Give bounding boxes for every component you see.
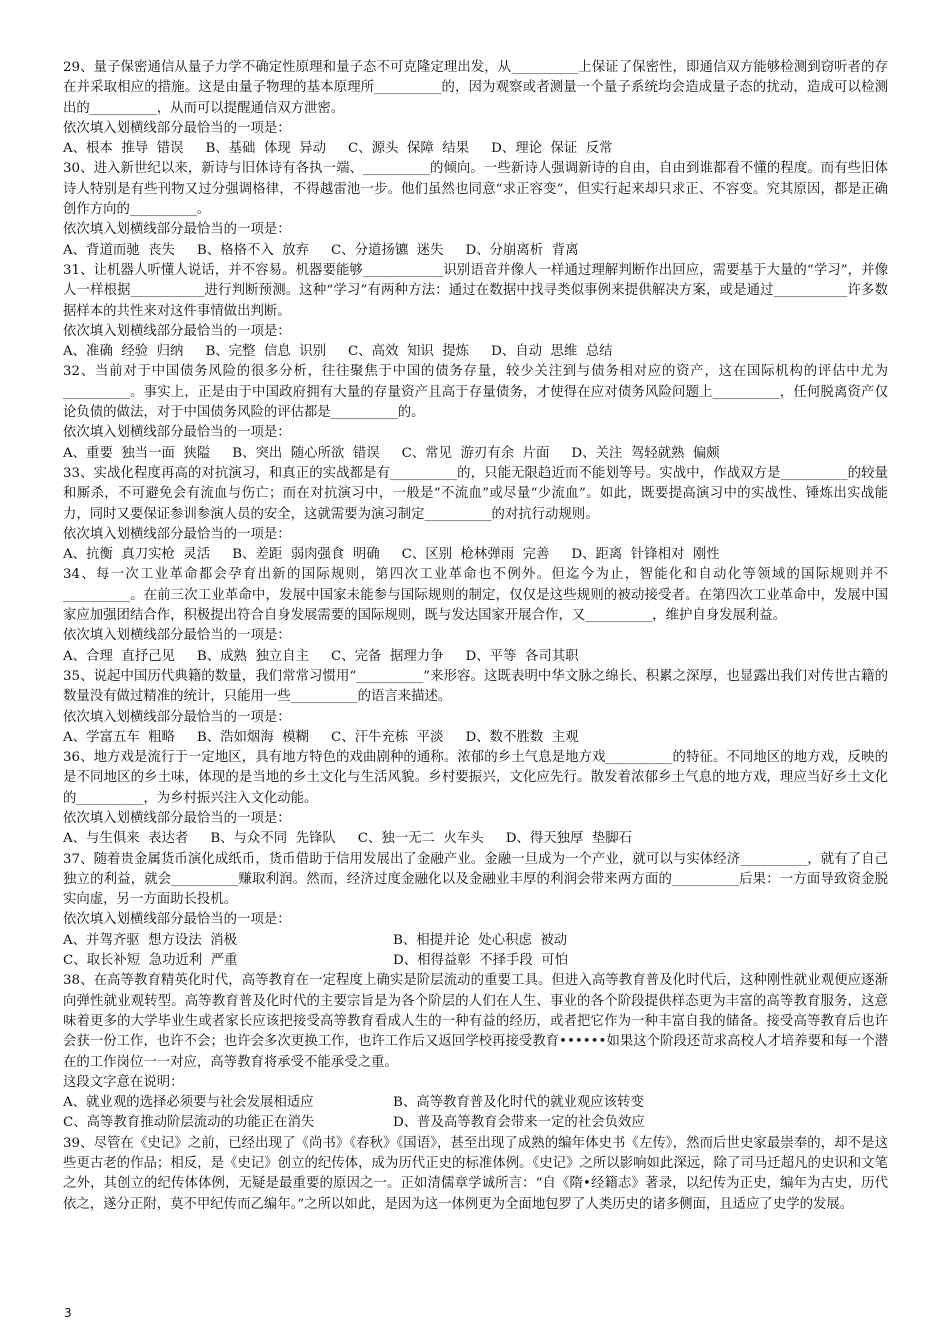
- answer-options: [63, 647, 888, 667]
- question-prompt: 依次填入划横线部分最恰当的一项是：: [63, 810, 291, 826]
- answer-option: D、数不胜数 主观: [465, 729, 579, 745]
- answer-option: D、自动 思维 总结: [491, 344, 613, 360]
- answer-options: [63, 444, 888, 464]
- answer-option: A、根本 推导 错误: [63, 141, 184, 157]
- question-block: [63, 667, 888, 748]
- answer-option: B、格格不入 放弃: [196, 242, 310, 258]
- question-prompt: 依次填入划横线部分最恰当的一项是：: [63, 526, 291, 542]
- question-block: [63, 362, 888, 463]
- answer-option: B、高等教育普及化时代的就业观应该转变: [393, 1095, 644, 1111]
- question-prompt: 依次填入划横线部分最恰当的一项是：: [63, 323, 291, 339]
- question-block: [63, 565, 888, 666]
- answer-option: C、分道扬镳 迷失: [331, 242, 444, 258]
- question-text: 31、让机器人听懂人说话，并不容易。机器要能够____________识别语音并像人一样通过理解判断作出回应，需要基于大量的“学习”，并像人一样根据___________进行判断预测。这种“学习”有两种方法：通过在数据中找寻类似事例来提供解决方案，或是通过___________许多数据样本的共性来对这件事情做出判断。: [63, 262, 888, 319]
- question-prompt: 依次填入划横线部分最恰当的一项是：: [63, 709, 291, 725]
- answer-option: D、相得益彰 不择手段 可怕: [393, 953, 569, 969]
- answer-options: [63, 139, 888, 159]
- answer-options: [63, 545, 888, 565]
- answer-option: A、抗衡 真刀实枪 灵活: [63, 547, 211, 563]
- question-prompt: 依次填入划横线部分最恰当的一项是：: [63, 120, 291, 136]
- answer-option: C、源头 保障 结果: [348, 141, 470, 157]
- answer-options: [63, 241, 888, 261]
- question-block: [63, 58, 888, 159]
- answer-option: D、分崩离析 背离: [465, 242, 579, 258]
- question-text: 36、地方戏是流行于一定地区，具有地方特色的戏曲剧种的通称。浓郁的乡土气息是地方戏__________的特征。不同地区的地方戏，反映的是不同地区的乡土味，体现的是当地的乡土文化与生活风貌。乡村要振兴，文化应先行。散发着浓郁乡土气息的地方戏，理应当好乡土文化的__________，为乡村振兴注入文化动能。: [63, 750, 888, 806]
- question-text: 39、尽管在《史记》之前，已经出现了《尚书》《春秋》《国语》，甚至出现了成熟的编年体史书《左传》，然而后世史家最崇奉的，却不是这些更古老的作品；相反，是《史记》创立的纪传体，成为历代正史的标准体例。《史记》之所以影响如此深远，除了司马迁超凡的史识和文笔之外，其创立的纪传体体例，无疑是最重要的原因之一。正如清儒章学诚所言：“自《隋•经籍志》著录，以纪传为正史，编年为古史，历代依之，遂分正附，莫不甲纪传而乙编年。”之所以如此，是因为这一体例更为全面地包罗了人类历史的诸多侧面，且适应了史学的发展。: [63, 1135, 888, 1212]
- answer-option: A、合理 直抒己见: [63, 648, 175, 664]
- answer-option: A、重要 独当一面 狭隘: [63, 445, 211, 461]
- question-block: [63, 1134, 888, 1215]
- question-text: 38、在高等教育精英化时代，高等教育在一定程度上确实是阶层流动的重要工具。但进入高等教育普及化时代后，这种刚性就业观便应逐渐向弹性就业观转型。高等教育普及化时代的主要宗旨是为各个阶层的人们在人生、事业的各个阶段提供样态更为丰富的高等教育服务，这意味着更多的大学毕业生或者家长应该把接受高等教育看成人生的一种有益的经历，或者把它作为一种丰富自我的储备。接受高等教育后也许会获一份工作，也许不会；也许会多次更换工作，也许工作后又返回学校再接受教育••••••如果这个阶段还苛求高校人才培养要和每一个潜在的工作岗位一一对应，高等教育将承受不能承受之重。: [63, 973, 888, 1070]
- question-text: 37、随着贵金属货币演化成纸币，货币借助于信用发展出了金融产业。金融一旦成为一个产业，就可以与实体经济__________，就有了自己独立的利益，就会__________赚取利润。然而，经济过度金融化以及金融业丰厚的利润会带来两方面的__________后果：一方面导致资金脱实向虚，另一方面助长投机。: [63, 851, 888, 908]
- answer-option: B、基础 体现 异动: [205, 141, 327, 157]
- answer-options: [63, 728, 888, 748]
- question-text: 35、说起中国历代典籍的数量，我们常常习惯用“__________”来形容。这既表明中华文脉之绵长、积累之深厚，也显露出我们对传世古籍的数量没有做过精准的统计，只能用一些__________的语言来描述。: [63, 668, 888, 705]
- answer-option: C、完备 据理力争: [331, 648, 444, 664]
- question-block: [63, 971, 888, 1133]
- answer-option: D、关注 驾轻就熟 偏颇: [571, 445, 720, 461]
- answer-option: A、与生俱来 表达者: [63, 831, 189, 847]
- question-text: 33、实战化程度再高的对抗演习，和真正的实战都是有__________的，只能无限趋近而不能划等号。实战中，作战双方是__________的较量和厮杀，不可避免会有流血与伤亡；而在对抗演习中，一般是“不流血”或尽量“少流血”。如此，既要提高演习中的实战性、锤炼出实战能力，同时又要保证参训参演人员的安全，这就需要为演习制定__________的对抗行动规则。: [63, 465, 888, 522]
- answer-option: C、独一无二 火车头: [357, 831, 484, 847]
- question-block: [63, 850, 888, 972]
- question-text: 30、进入新世纪以来，新诗与旧体诗有各执一端、__________的倾向。一些新诗人强调新诗的自由，自由到谁都看不懂的程度。而有些旧体诗人特别是有些刊物又过分强调格律，不得越雷池一步。他们虽然也同意“求正容变”，但实行起来却只求正、不容变。究其原因，都是正确创作方向的__________。: [63, 161, 888, 218]
- answer-option: B、相提并论 处心积虑 被动: [393, 932, 568, 948]
- question-prompt: 这段文字意在说明：: [63, 1074, 184, 1090]
- page-number: 3: [64, 1306, 72, 1320]
- answer-option: C、常见 游刃有余 片面: [401, 445, 550, 461]
- answer-option: D、普及高等教育会带来一定的社会负效应: [393, 1115, 645, 1131]
- question-text: 29、量子保密通信从量子力学不确定性原理和量子态不可克隆定理出发，从__________上保证了保密性，即通信双方能够检测到窃听者的存在并采取相应的措施。这是由量子物理的基本原理所__________的，因为观察或者测量一个量子系统均会造成量子态的扰动，造成可以检测出的__________，从而可以提醒通信双方泄密。: [63, 60, 888, 116]
- answer-option: D、距离 针锋相对 刚性: [571, 547, 720, 563]
- answer-option: B、差距 弱肉强食 明确: [232, 547, 380, 563]
- question-text: 34、每一次工业革命都会孕育出新的国际规则，第四次工业革命也不例外。但迄今为止，智能化和自动化等领域的国际规则并不__________。在前三次工业革命中，发展中国家未能参与国际规则的制定，仅仅是这些规则的被动接受者。在第四次工业革命中，发展中国家应加强团结合作，积极提出符合自身发展需要的国际规则，既与发达国家开展合作，又__________，维护自身发展利益。: [63, 567, 888, 624]
- question-prompt: 依次填入划横线部分最恰当的一项是：: [63, 912, 291, 928]
- answer-option: B、完整 信息 识别: [205, 344, 327, 360]
- answer-option: A、就业观的选择必须要与社会发展相适应: [63, 1095, 314, 1111]
- answer-option: B、浩如烟海 模糊: [196, 729, 310, 745]
- answer-option: B、与众不同 先锋队: [210, 831, 336, 847]
- answer-option: A、并驾齐驱 想方设法 消极: [63, 932, 237, 948]
- answer-option: D、平等 各司其职: [465, 648, 579, 664]
- answer-option: A、学富五车 粗略: [63, 729, 175, 745]
- answer-options: [63, 931, 888, 972]
- question-prompt: 依次填入划横线部分最恰当的一项是：: [63, 425, 291, 441]
- exam-page: [63, 58, 888, 1215]
- answer-option: A、背道而驰 丧失: [63, 242, 175, 258]
- question-block: [63, 748, 888, 849]
- answer-options: [63, 342, 888, 362]
- question-block: [63, 464, 888, 565]
- answer-option: C、取长补短 急功近利 严重: [63, 953, 238, 969]
- answer-option: C、汗牛充栋 平淡: [331, 729, 444, 745]
- question-prompt: 依次填入划横线部分最恰当的一项是：: [63, 222, 291, 238]
- answer-option: C、区别 枪林弹雨 完善: [401, 547, 550, 563]
- answer-option: D、理论 保证 反常: [491, 141, 613, 157]
- answer-option: C、高效 知识 提炼: [348, 344, 470, 360]
- question-block: [63, 261, 888, 362]
- answer-option: B、突出 随心所欲 错误: [232, 445, 380, 461]
- answer-option: D、得天独厚 垫脚石: [505, 831, 633, 847]
- question-prompt: 依次填入划横线部分最恰当的一项是：: [63, 628, 291, 644]
- answer-options: [63, 1093, 888, 1134]
- answer-option: B、成熟 独立自主: [196, 648, 310, 664]
- answer-option: A、准确 经验 归纳: [63, 344, 184, 360]
- answer-option: C、高等教育推动阶层流动的功能正在消失: [63, 1115, 315, 1131]
- question-block: [63, 159, 888, 260]
- answer-options: [63, 829, 888, 849]
- question-text: 32、当前对于中国债务风险的很多分析，往往聚焦于中国的债务存量，较少关注到与债务相对应的资产，这在国际机构的评估中尤为__________。事实上，正是由于中国政府拥有大量的存量资产且高于存量债务，才使得在应对债务风险问题上__________，任何脱离资产仅论负债的做法，对于中国债务风险的评估都是__________的。: [63, 364, 888, 421]
